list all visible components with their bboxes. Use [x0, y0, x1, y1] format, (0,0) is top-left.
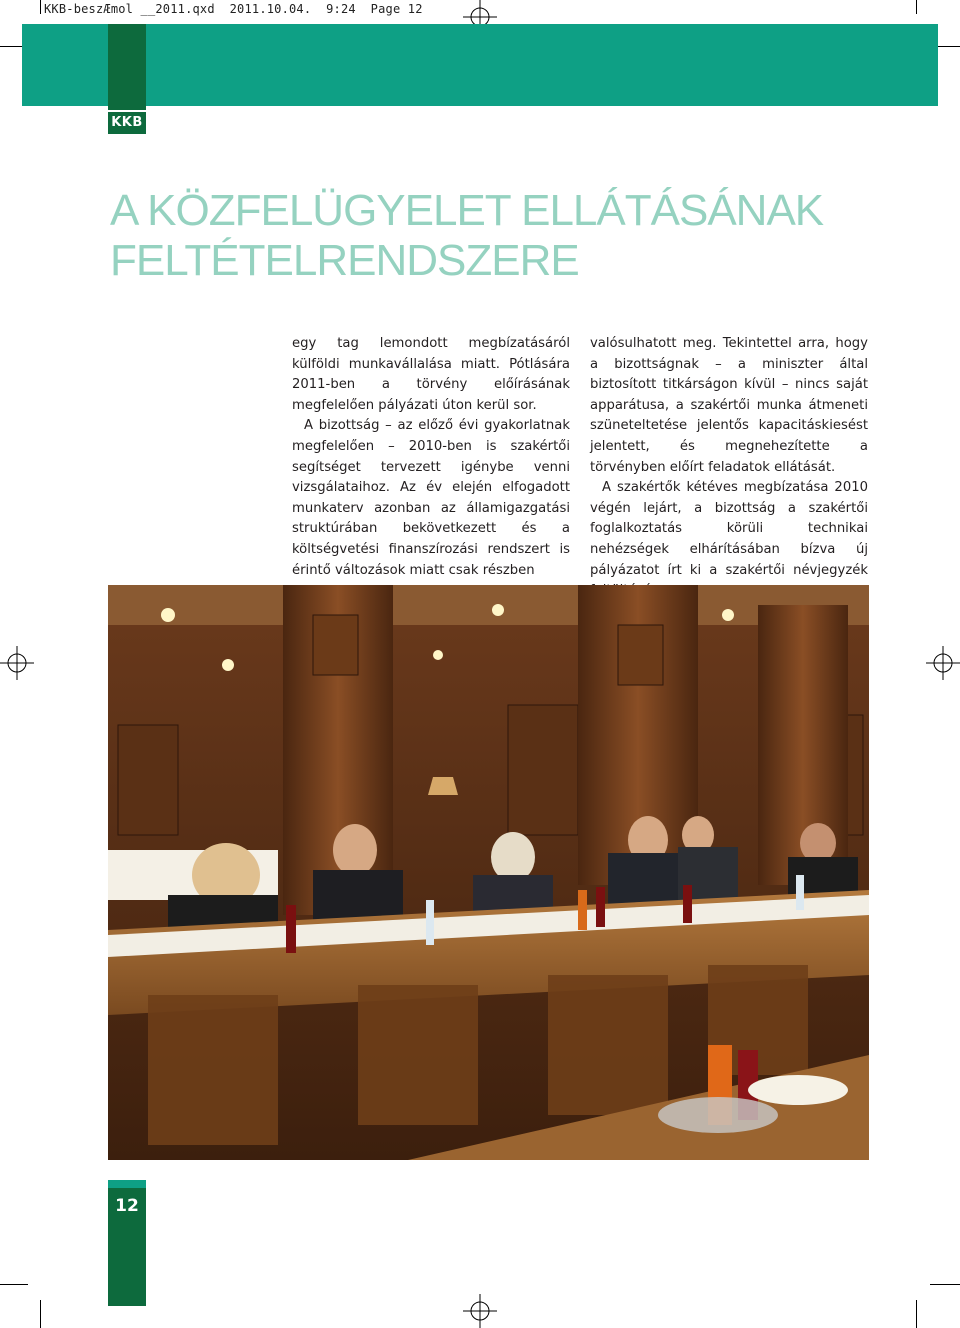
page-title-line-1: A KÖZFELÜGYELET ELLÁTÁSÁNAK — [110, 186, 824, 235]
crop-mark — [916, 0, 917, 14]
print-slug-line: KKB-beszÆmol __2011.qxd 2011.10.04. 9:24 Page 12 — [44, 2, 423, 16]
text-column-right — [590, 334, 868, 602]
page-title-line-2: FELTÉTELRENDSZERE — [110, 236, 579, 285]
header-band — [22, 24, 938, 106]
crop-mark — [916, 1300, 917, 1328]
crop-mark — [40, 1300, 41, 1328]
header-dark-stripe — [108, 24, 146, 110]
paragraph: A szakértők kétéves megbízatása 2010 végén lejárt, a bizottság a szakértői foglalkoztatás körüli technikai nehézségek elhárításában bízva új pályázatot írt ki a szakértői névjegyzék — [590, 480, 868, 578]
registration-mark-icon — [463, 1294, 497, 1328]
paragraph: valósulhatott meg. Tekintettel arra, hogy a bizottságnak – a miniszter által biztosított titkárságon kívül – nincs saját apparátusa, a szakértői munka átmeneti szüneteltetése jelentős kapacitáskiesést jelentett, és megnehezítette a törvényben előírt feladatok ellátását. — [590, 336, 868, 475]
page-number-tab-accent — [108, 1180, 146, 1188]
kkb-logo: KKB — [108, 112, 146, 134]
registration-mark-icon — [926, 646, 960, 680]
crop-mark — [0, 1284, 28, 1285]
crop-mark — [930, 1284, 960, 1285]
paragraph: A bizottság – az előző évi gyakorlatnak megfelelően – 2010-ben is szakértői segítséget tervezett igénybe venni vizsgálataihoz. Az év elején elfogadott munkaterv azonban az államigazgatási struktúrában bekövetkezett és a költségvetési finanszírozási rendszert is érintő változások miatt csak részben — [292, 418, 570, 578]
page-title — [110, 186, 870, 286]
text-column-left — [292, 334, 570, 581]
registration-mark-icon — [0, 646, 34, 680]
paragraph: egy tag lemondott megbízatásáról külföldi munkavállalása miatt. Pótlására 2011-ben a törvény előírásának megfelelően pályázati úton kerül sor. — [292, 336, 570, 413]
crop-mark — [40, 0, 41, 14]
page-number: 12 — [115, 1196, 139, 1216]
meeting-photo — [108, 585, 869, 1160]
